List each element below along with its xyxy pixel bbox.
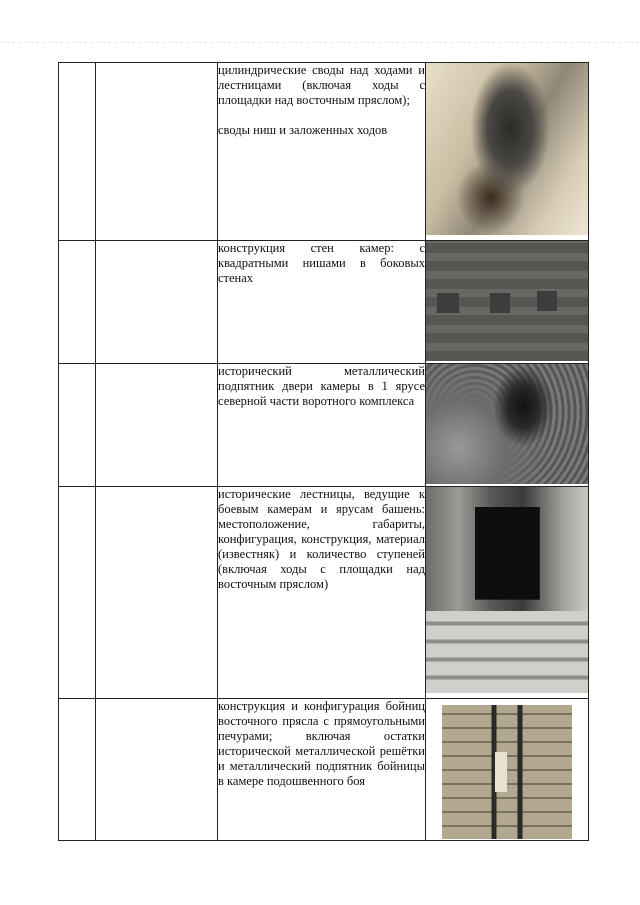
table-row xyxy=(59,699,589,841)
description-text: конструкция стен камер: с квадратными нишами в боковых стенах xyxy=(218,241,425,285)
row-number-cell xyxy=(59,241,96,364)
description-cell xyxy=(218,63,426,241)
photo-cell xyxy=(426,241,589,364)
loophole-photo xyxy=(442,705,572,839)
description-text: исторический металлический подпятник двери камеры в 1 ярусе северной части воротного комплекса xyxy=(218,364,425,408)
heritage-features-table xyxy=(58,62,589,841)
table-row xyxy=(59,241,589,364)
description-cell xyxy=(218,364,426,487)
photo-cell xyxy=(426,699,589,841)
object-name-cell xyxy=(96,487,218,699)
photo-cell xyxy=(426,364,589,487)
table-row xyxy=(59,364,589,487)
row-number-cell xyxy=(59,699,96,841)
row-number-cell xyxy=(59,63,96,241)
photo-cell xyxy=(426,63,589,241)
object-name-cell xyxy=(96,699,218,841)
photo-cell xyxy=(426,487,589,699)
description-text: исторические лестницы, ведущие к боевым камерам и ярусам башень: местоположение, габариты, конфигурация, конструкция, материал (известняк) и количество ступеней (включая ходы с площадки над восточным пряслом) xyxy=(218,487,425,591)
row-number-cell xyxy=(59,364,96,487)
table-row xyxy=(59,63,589,241)
object-name-cell xyxy=(96,63,218,241)
scan-artifact-line xyxy=(0,42,640,43)
staircase-photo xyxy=(426,487,588,693)
description-cell xyxy=(218,241,426,364)
table-row xyxy=(59,487,589,699)
row-number-cell xyxy=(59,487,96,699)
description-text: конструкция и конфигурация бойниц восточного прясла с прямоугольными печурами; включая остатки исторической металлической решётки и металлический подпятник бойницы в камере подошвенного боя xyxy=(218,699,425,788)
description-cell xyxy=(218,487,426,699)
object-name-cell xyxy=(96,241,218,364)
description-cell xyxy=(218,699,426,841)
vaulted-passage-photo xyxy=(426,63,588,235)
wall-niches-photo xyxy=(426,241,588,361)
description-text: цилиндрические своды над ходами и лестницами (включая ходы с площадки над восточным пряслом); xyxy=(218,63,425,107)
door-pivot-photo xyxy=(426,364,588,484)
object-name-cell xyxy=(96,364,218,487)
description-text: своды ниш и заложенных ходов xyxy=(218,123,388,137)
